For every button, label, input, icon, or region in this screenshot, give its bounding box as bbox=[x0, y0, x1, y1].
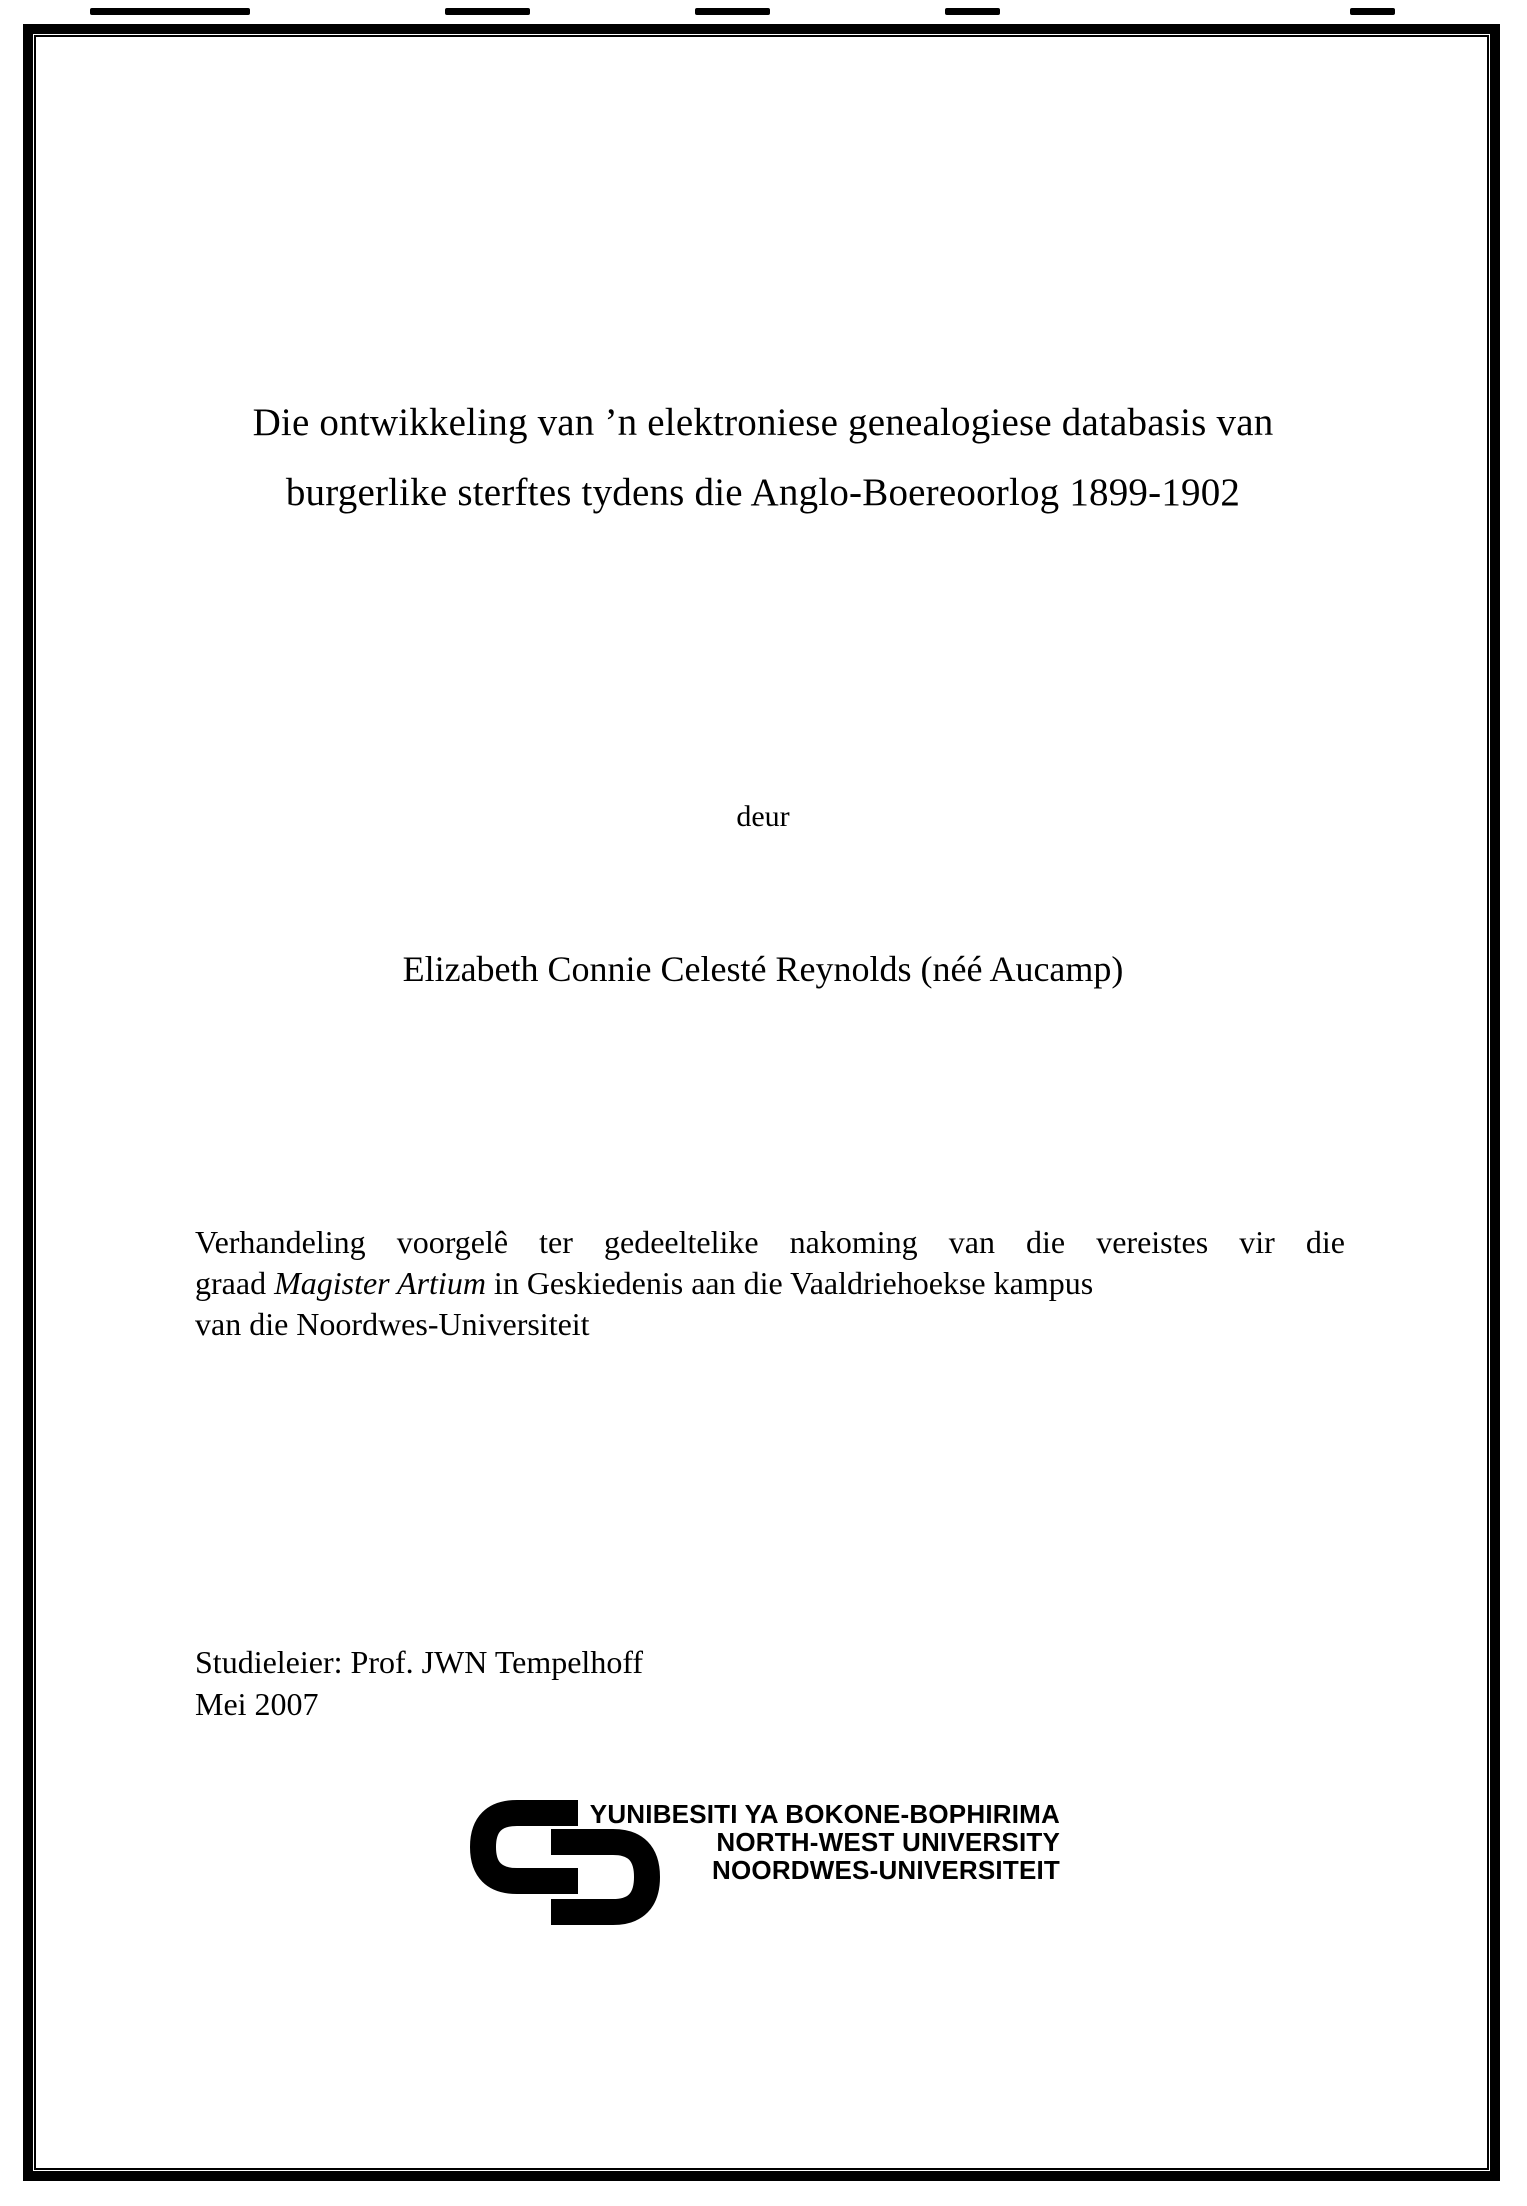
supervisor-line: Studieleier: Prof. JWN Tempelhoff bbox=[195, 1644, 644, 1680]
nwu-logo-text-line2: NORTH-WEST UNIVERSITY bbox=[716, 1827, 1060, 1857]
statement-line2 bbox=[195, 1263, 1345, 1304]
nwu-logo-text bbox=[580, 1800, 1060, 1884]
scan-artifact bbox=[90, 8, 250, 15]
document-title-line1: Die ontwikkeling van ’n elektroniese genealogiese databasis van bbox=[252, 401, 1274, 444]
credits-block bbox=[195, 1641, 643, 1725]
scan-artifact bbox=[945, 8, 1000, 15]
statement-line3: van die Noordwes-Universiteit bbox=[195, 1306, 590, 1342]
degree-name-italic: Magister Artium bbox=[274, 1265, 486, 1301]
byline-label: deur bbox=[736, 800, 790, 833]
author-name: Elizabeth Connie Celesté Reynolds (néé Aucamp) bbox=[402, 949, 1124, 989]
nwu-logo-text-line3: NOORDWES-UNIVERSITEIT bbox=[712, 1855, 1060, 1885]
date-line: Mei 2007 bbox=[195, 1686, 319, 1722]
scan-artifact bbox=[1350, 8, 1395, 15]
statement-line2-post: in Geskiedenis aan die Vaaldriehoekse kampus bbox=[485, 1265, 1094, 1301]
statement-line1: Verhandeling voorgelê ter gedeeltelike nakoming van die vereistes vir die bbox=[195, 1224, 1345, 1260]
nwu-logo bbox=[455, 1788, 1115, 1938]
scan-artifact bbox=[695, 8, 770, 15]
scan-artifact bbox=[445, 8, 530, 15]
document-title bbox=[188, 388, 1338, 528]
document-title-line2: burgerlike sterftes tydens die Anglo-Boereoorlog 1899-1902 bbox=[285, 471, 1241, 514]
statement-line2-pre: graad bbox=[195, 1265, 275, 1301]
submission-statement bbox=[195, 1222, 1345, 1345]
nwu-logo-text-line1: YUNIBESITI YA BOKONE-BOPHIRIMA bbox=[589, 1799, 1060, 1829]
